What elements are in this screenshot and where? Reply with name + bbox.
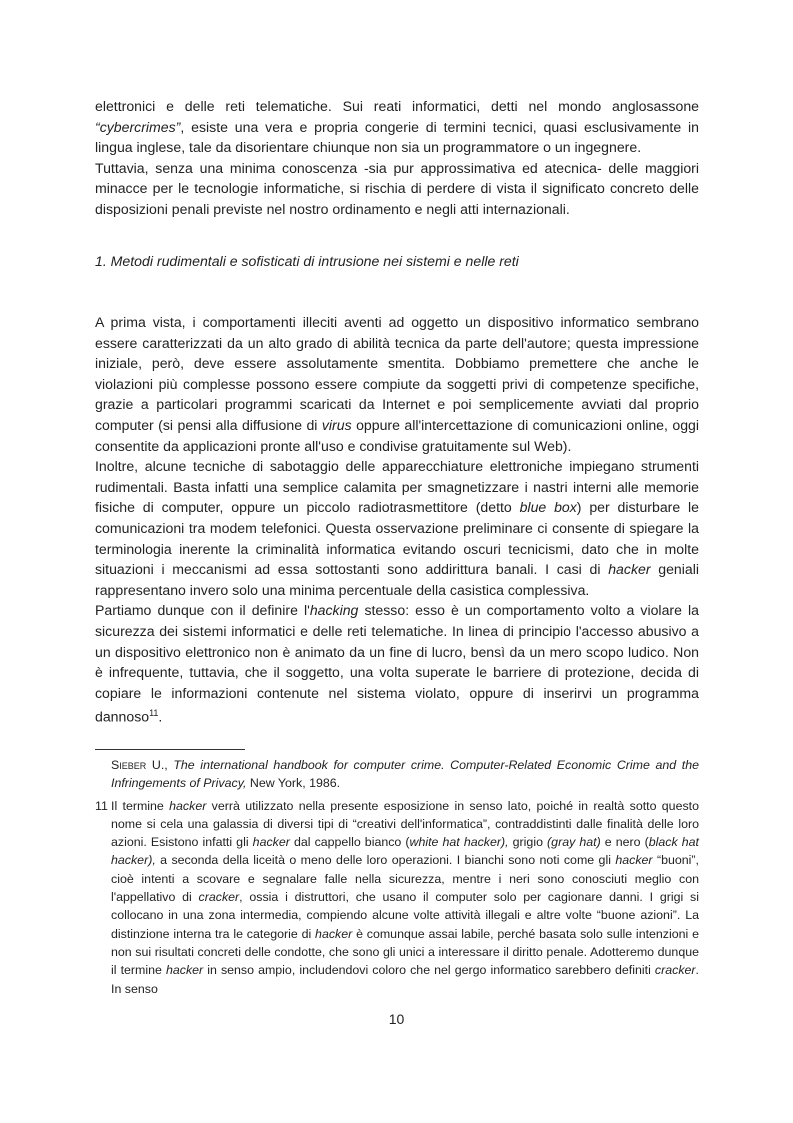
intro-text <box>95 96 699 220</box>
page-number: 10 <box>388 1011 405 1027</box>
section-heading: 1. Metodi rudimentali e sofisticati di intrusione nei sistemi e nelle reti <box>95 253 519 269</box>
footnote-ref-11[interactable]: 11 <box>149 708 159 719</box>
section-body <box>95 312 699 728</box>
footnote-separator <box>95 749 245 750</box>
body-paragraph-2: Inoltre, alcune tecniche di sabotaggio delle apparecchiature elettroniche impiegano strumenti rudimentali. Basta infatti una semplice calamita per smagnetizzare i nastri interni alle memorie fisiche di computer, oppure un piccolo radiotrasmettitore (detto blue box) per disturbare le comunicazioni tra modem telefonici. Questa osservazione preliminare ci consente di spiegare la terminologia inerente la criminalità informatica evitando oscuri tecnicismi, dato che in molte situazioni i meccanismi ad essa sottostanti sono addirittura banali. I casi di hacker geniali rappresentano invero solo una minima percentuale della casistica complessiva. <box>95 458 699 598</box>
footnote-11: 11 Il termine hacker verrà utilizzato nella presente esposizione in senso lato, poiché in realtà sotto questo nome si cela una galassia di diversi tipi di “creativi dell'informatica”, contraddistinti dalle finalità delle loro azioni. Esistono infatti gli hacker dal cappello bianco (white hat hacker), grigio (gray hat) e nero (black hat hacker), a seconda della liceità o meno delle loro operazioni. I bianchi sono noti come gli hacker “buoni”, cioè intenti a scovare e segnalare falle nella sicurezza, mentre i neri sono conosciuti meglio con l'appellativo di cracker, ossia i distruttori, che usano il computer solo per cagionare danni. I grigi si collocano in una zona intermedia, compiendo alcune volte attività illegali e altre volte “buone azioni”. La distinzione interna tra le categorie di hacker è comunque assai labile, perché basata solo sulle intenzioni e non sui risultati concreti delle condotte, che sono gli unici a interessare il diritto penale. Adotteremo dunque il termine hacker in senso ampio, includendovi coloro che nel gergo informatico sarebbero definiti cracker. In senso <box>95 798 699 996</box>
footnote-number: 11 <box>95 798 108 813</box>
body-paragraph-1: A prima vista, i comportamenti illeciti aventi ad oggetto un dispositivo informatico sembrano essere caratterizzati da un alto grado di abilità tecnica da parte dell'autore; questa impressione iniziale, però, deve essere assolutamente smentita. Dobbiamo premettere che anche le violazioni più complesse possono essere compiute da soggetti privi di competenze specifiche, grazie a particolari programmi scaricati da Internet e poi semplicemente avviati dal proprio computer (si pensi alla diffusione di virus oppure all'intercettazione di comunicazioni online, oggi consentite da applicazioni pronte all'uso e condivise gratuitamente sul Web). <box>95 314 699 454</box>
footnotes <box>95 756 699 998</box>
footnote-10: Sieber U., The international handbook for computer crime. Computer-Related Economic Crime and the Infringements of Privacy, New York, 1986. <box>111 758 699 791</box>
body-paragraph-3: Partiamo dunque con il definire l'hacking stesso: esso è un comportamento volto a violare la sicurezza dei sistemi informatici e delle reti telematiche. In linea di principio l'accesso abusivo a un dispositivo elettronico non è animato da un fine di lucro, bensì da un mero scopo ludico. Non è infrequente, tuttavia, che il soggetto, una volta superate le barriere di protezione, decida di copiare le informazioni contenute nel sistema violato, oppure di inserirvi un programma dannoso$^{11}$. <box>95 602 699 725</box>
intro-paragraph-1: elettronici e delle reti telematiche. Sui reati informatici, detti nel mondo anglosassone “cybercrimes”, esiste una vera e propria congerie di termini tecnici, quasi esclusivamente in lingua inglese, tale da disorientare chiunque non sia un programmatore o un ingegnere. <box>95 98 699 156</box>
intro-paragraph-2: Tuttavia, senza una minima conoscenza -sia pur approssimativa ed atecnica- delle maggiori minacce per le tecnologie informatiche, si rischia di perdere di vista il significato concreto delle disposizioni penali previste nel nostro ordinamento e negli atti internazionali. <box>95 159 699 217</box>
